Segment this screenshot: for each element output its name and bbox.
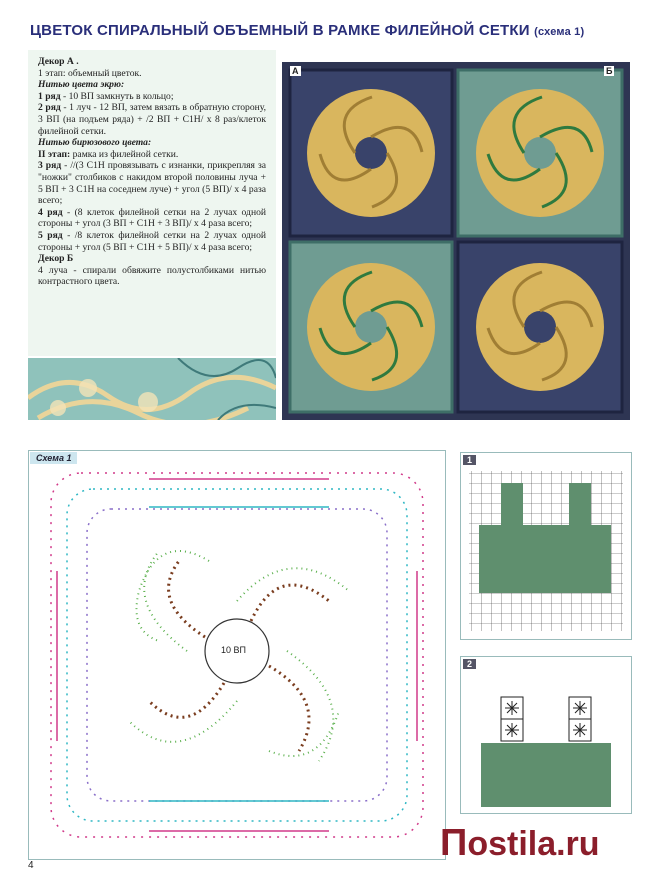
watermark-glyph: П — [440, 822, 468, 864]
watermark-text: ostila.ru — [467, 825, 600, 863]
main-photo — [282, 62, 630, 420]
photo-label-a: А — [292, 66, 299, 76]
thread-ecru: Нитью цвета экрю: — [38, 79, 125, 91]
title-sub: (схема 1) — [534, 26, 585, 38]
motif-tl — [290, 70, 452, 236]
stage2: II этап: рамка из филейной сетки. — [38, 148, 179, 160]
figure-1-number: 1 — [463, 455, 476, 465]
decor-b-text: 4 луча - спирали обвяжите полустолбиками нитью контрастного цвета. — [38, 264, 266, 288]
motif-bl — [290, 242, 452, 412]
row2: 2 ряд - 1 луч - 12 ВП, затем вязать в обратную сторону, 3 ВП (на подъем ряда) + /2 ВП + С1Н/ х 8 раз/клеток филейной сетки. — [38, 102, 266, 137]
center-ring-label: 10 ВП — [221, 645, 246, 655]
detail-photo — [28, 358, 276, 420]
photo-label-b: Б — [606, 66, 613, 76]
page-number: 4 — [28, 860, 34, 871]
title-main: ЦВЕТОК СПИРАЛЬНЫЙ ОБЪЕМНЫЙ В РАМКЕ ФИЛЕЙНОЙ СЕТКИ — [30, 22, 530, 39]
row1: 1 ряд - 10 ВП замкнуть в кольцо; — [38, 90, 174, 102]
thread-turquoise: Нитью бирюзового цвета: — [38, 137, 152, 149]
row5: 5 ряд - /8 клеток филейной сетки на 2 лучах одной стороны + угол (5 ВП + С1Н + 5 ВП)/ х 4 раза всего; — [38, 229, 266, 253]
figure-2 — [460, 656, 632, 814]
row3: 3 ряд - //(3 С1Н провязывать с изнанки, прикрепляя за "ножки" столбиков с накидом второй половины луча + 5 ВП + 3 С1Н на соседнем луче) + угол (5 ВП)/ х 4 раза всего; — [38, 160, 266, 207]
instructions-panel — [28, 50, 276, 356]
figure-1 — [460, 452, 632, 640]
crochet-scheme — [28, 450, 446, 860]
figure-2-drawing — [461, 657, 631, 813]
motif-tr — [458, 70, 622, 236]
decor-b-heading: Декор Б — [38, 253, 74, 265]
figure-2-number: 2 — [463, 659, 476, 669]
stage1: 1 этап: объемный цветок. — [38, 67, 142, 79]
row4: 4 ряд - (8 клеток филейной сетки на 2 лучах одной стороны + угол (3 ВП + С1Н + 3 ВП)/ х 4 раза всего; — [38, 206, 267, 230]
figure-1-grid — [461, 453, 631, 639]
scheme-label: Схема 1 — [30, 452, 77, 464]
scheme-drawing — [29, 451, 445, 859]
motif-br — [458, 242, 622, 412]
page-title — [30, 22, 584, 39]
decor-a-heading: Декор А . — [38, 56, 79, 67]
watermark — [440, 822, 600, 865]
